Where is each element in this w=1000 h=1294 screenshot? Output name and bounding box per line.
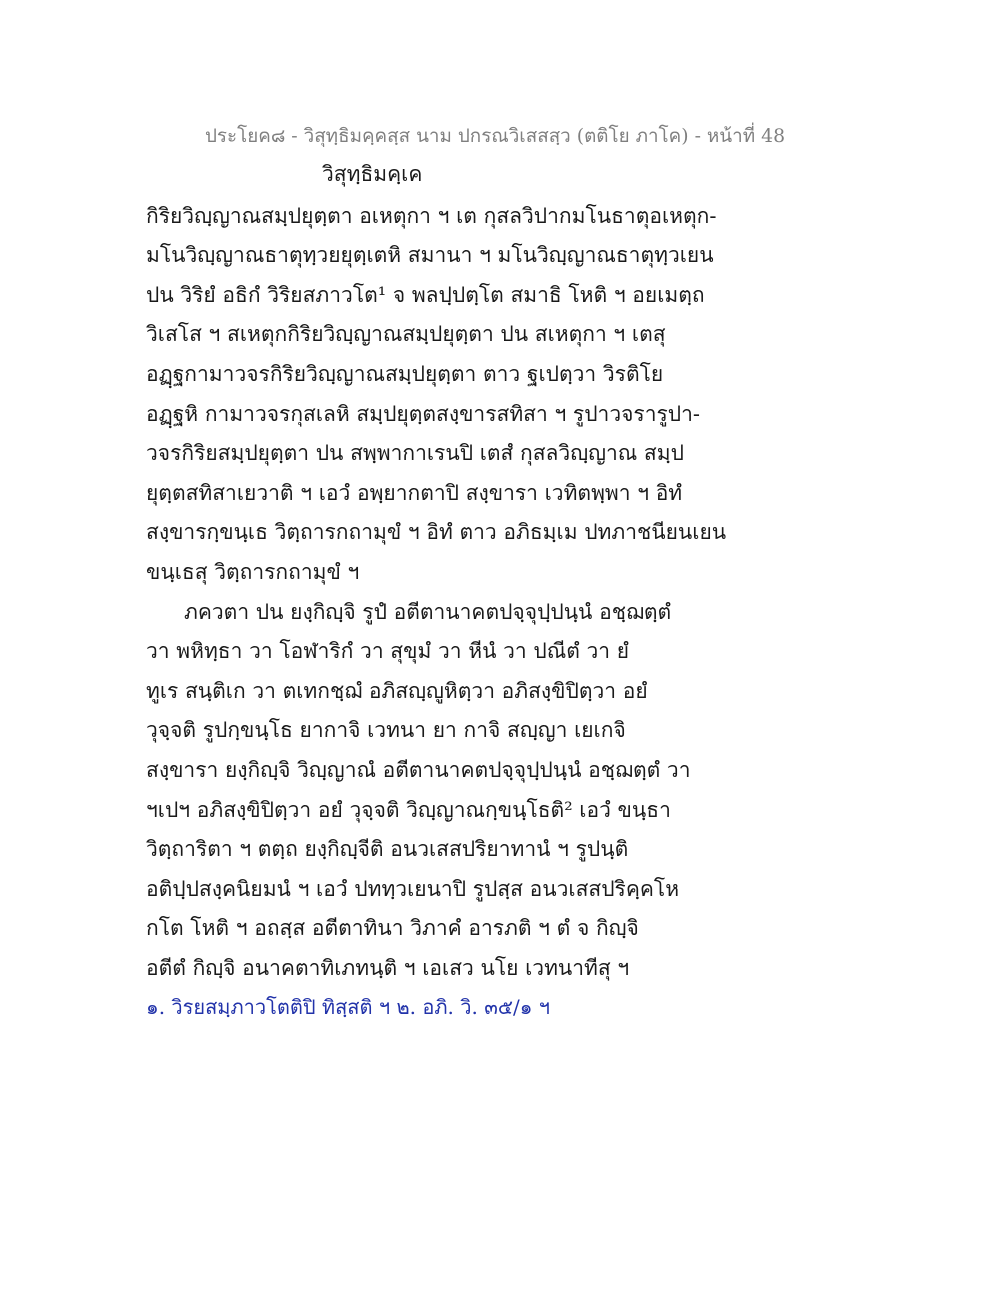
text-line: อฏฺฐหิ กามาวจรกุสเลหิ สมฺปยุตฺตสงฺขารสทิสา ฯ รูปาวจรารูปา-	[146, 402, 700, 426]
text-line: ยุตฺตสทิสาเยวาติ ฯ เอวํ อพฺยากตาปิ สงฺขารา เวทิตพฺพา ฯ อิทํ	[146, 481, 683, 505]
text-line: ทูเร สนฺติเก วา ตเทกชฺฌํ อภิสญฺญูหิตฺวา อภิสงฺขิปิตฺวา อยํ	[146, 679, 648, 703]
text-line: อฏฺฐกามาวจรกิริยวิญฺญาณสมฺปยุตฺตา ตาว ฐเปตฺวา วิรติโย	[146, 362, 664, 386]
page-header: ประโยค๘ - วิสุทฺธิมคฺคสฺส นาม ปกรณวิเสสสฺว (ตติโย ภาโค) - หน้าที่ 48	[204, 125, 786, 147]
text-line: วุจฺจติ รูปกฺขนฺโธ ยากาจิ เวทนา ยา กาจิ สญฺญา เยเกจิ	[146, 718, 626, 742]
text-line: ขนฺเธสุ วิตฺถารกถามุขํ ฯ	[146, 560, 360, 584]
text-line: ฯเปฯ อภิสงฺขิปิตฺวา อยํ วุจฺจติ วิญฺญาณกฺขนฺโธติ² เอวํ ขนฺธา	[146, 798, 671, 822]
text-line: กโต โหติ ฯ อถสฺส อตีตาทินา วิภาคํ อารภติ ฯ ตํ จ กิญฺจิ	[146, 916, 639, 940]
text-line: ภควตา ปน ยงฺกิญฺจิ รูปํ อตีตานาคตปจฺจุปฺปนฺนํ อชฺฌตฺตํ	[184, 600, 672, 624]
text-line: อติปฺปสงฺคนิยมนํ ฯ เอวํ ปททฺวเยนาปิ รูปสฺส อนวเสสปริคฺคโห	[146, 877, 680, 901]
text-line: กิริยวิญฺญาณสมฺปยุตฺตา อเหตุกา ฯ เต กุสลวิปากมโนธาตุอเหตุก-	[146, 204, 717, 228]
text-line: วจรกิริยสมฺปยุตฺตา ปน สพฺพากาเรนปิ เตสํ กุสลวิญฺญาณ สมฺป	[146, 441, 684, 465]
text-line: อตีตํ กิญฺจิ อนาคตาทิเภทนฺติ ฯ เอเสว นโย เวทนาทีสุ ฯ	[146, 956, 630, 980]
text-line: สงฺขารกฺขนฺเธ วิตฺถารกถามุขํ ฯ อิทํ ตาว อภิธมฺเม ปทภาชนียนเยน	[146, 520, 727, 544]
footnote: ๑. วิรยสมฺภาวโตติปิ ทิสฺสติ ฯ ๒. อภิ. วิ. ๓๕/๑ ฯ	[146, 995, 551, 1019]
text-line: วิเสโส ฯ สเหตุกกิริยวิญฺญาณสมฺปยุตฺตา ปน สเหตุกา ฯ เตสุ	[146, 322, 666, 346]
text-line: วา พหิทฺธา วา โอฬาริกํ วา สุขุมํ วา หีนํ วา ปณีตํ วา ยํ	[146, 639, 630, 663]
section-title: วิสุทฺธิมคฺเค	[322, 162, 423, 186]
text-line: สงฺขารา ยงฺกิญฺจิ วิญฺญาณํ อตีตานาคตปจฺจุปฺปนฺนํ อชฺฌตฺตํ วา	[146, 758, 691, 782]
text-line: ปน วิริยํ อธิกํ วิริยสภาวโต¹ จ พลปฺปตฺโต สมาธิ โหติ ฯ อยเมตฺถ	[146, 283, 705, 307]
text-line: มโนวิญฺญาณธาตุทฺวยยุตฺเตหิ สมานา ฯ มโนวิญฺญาณธาตุทฺวเยน	[146, 243, 714, 267]
text-line: วิตฺถาริตา ฯ ตตฺถ ยงฺกิญฺจีติ อนวเสสปริยาทานํ ฯ รูปนฺติ	[146, 837, 629, 861]
